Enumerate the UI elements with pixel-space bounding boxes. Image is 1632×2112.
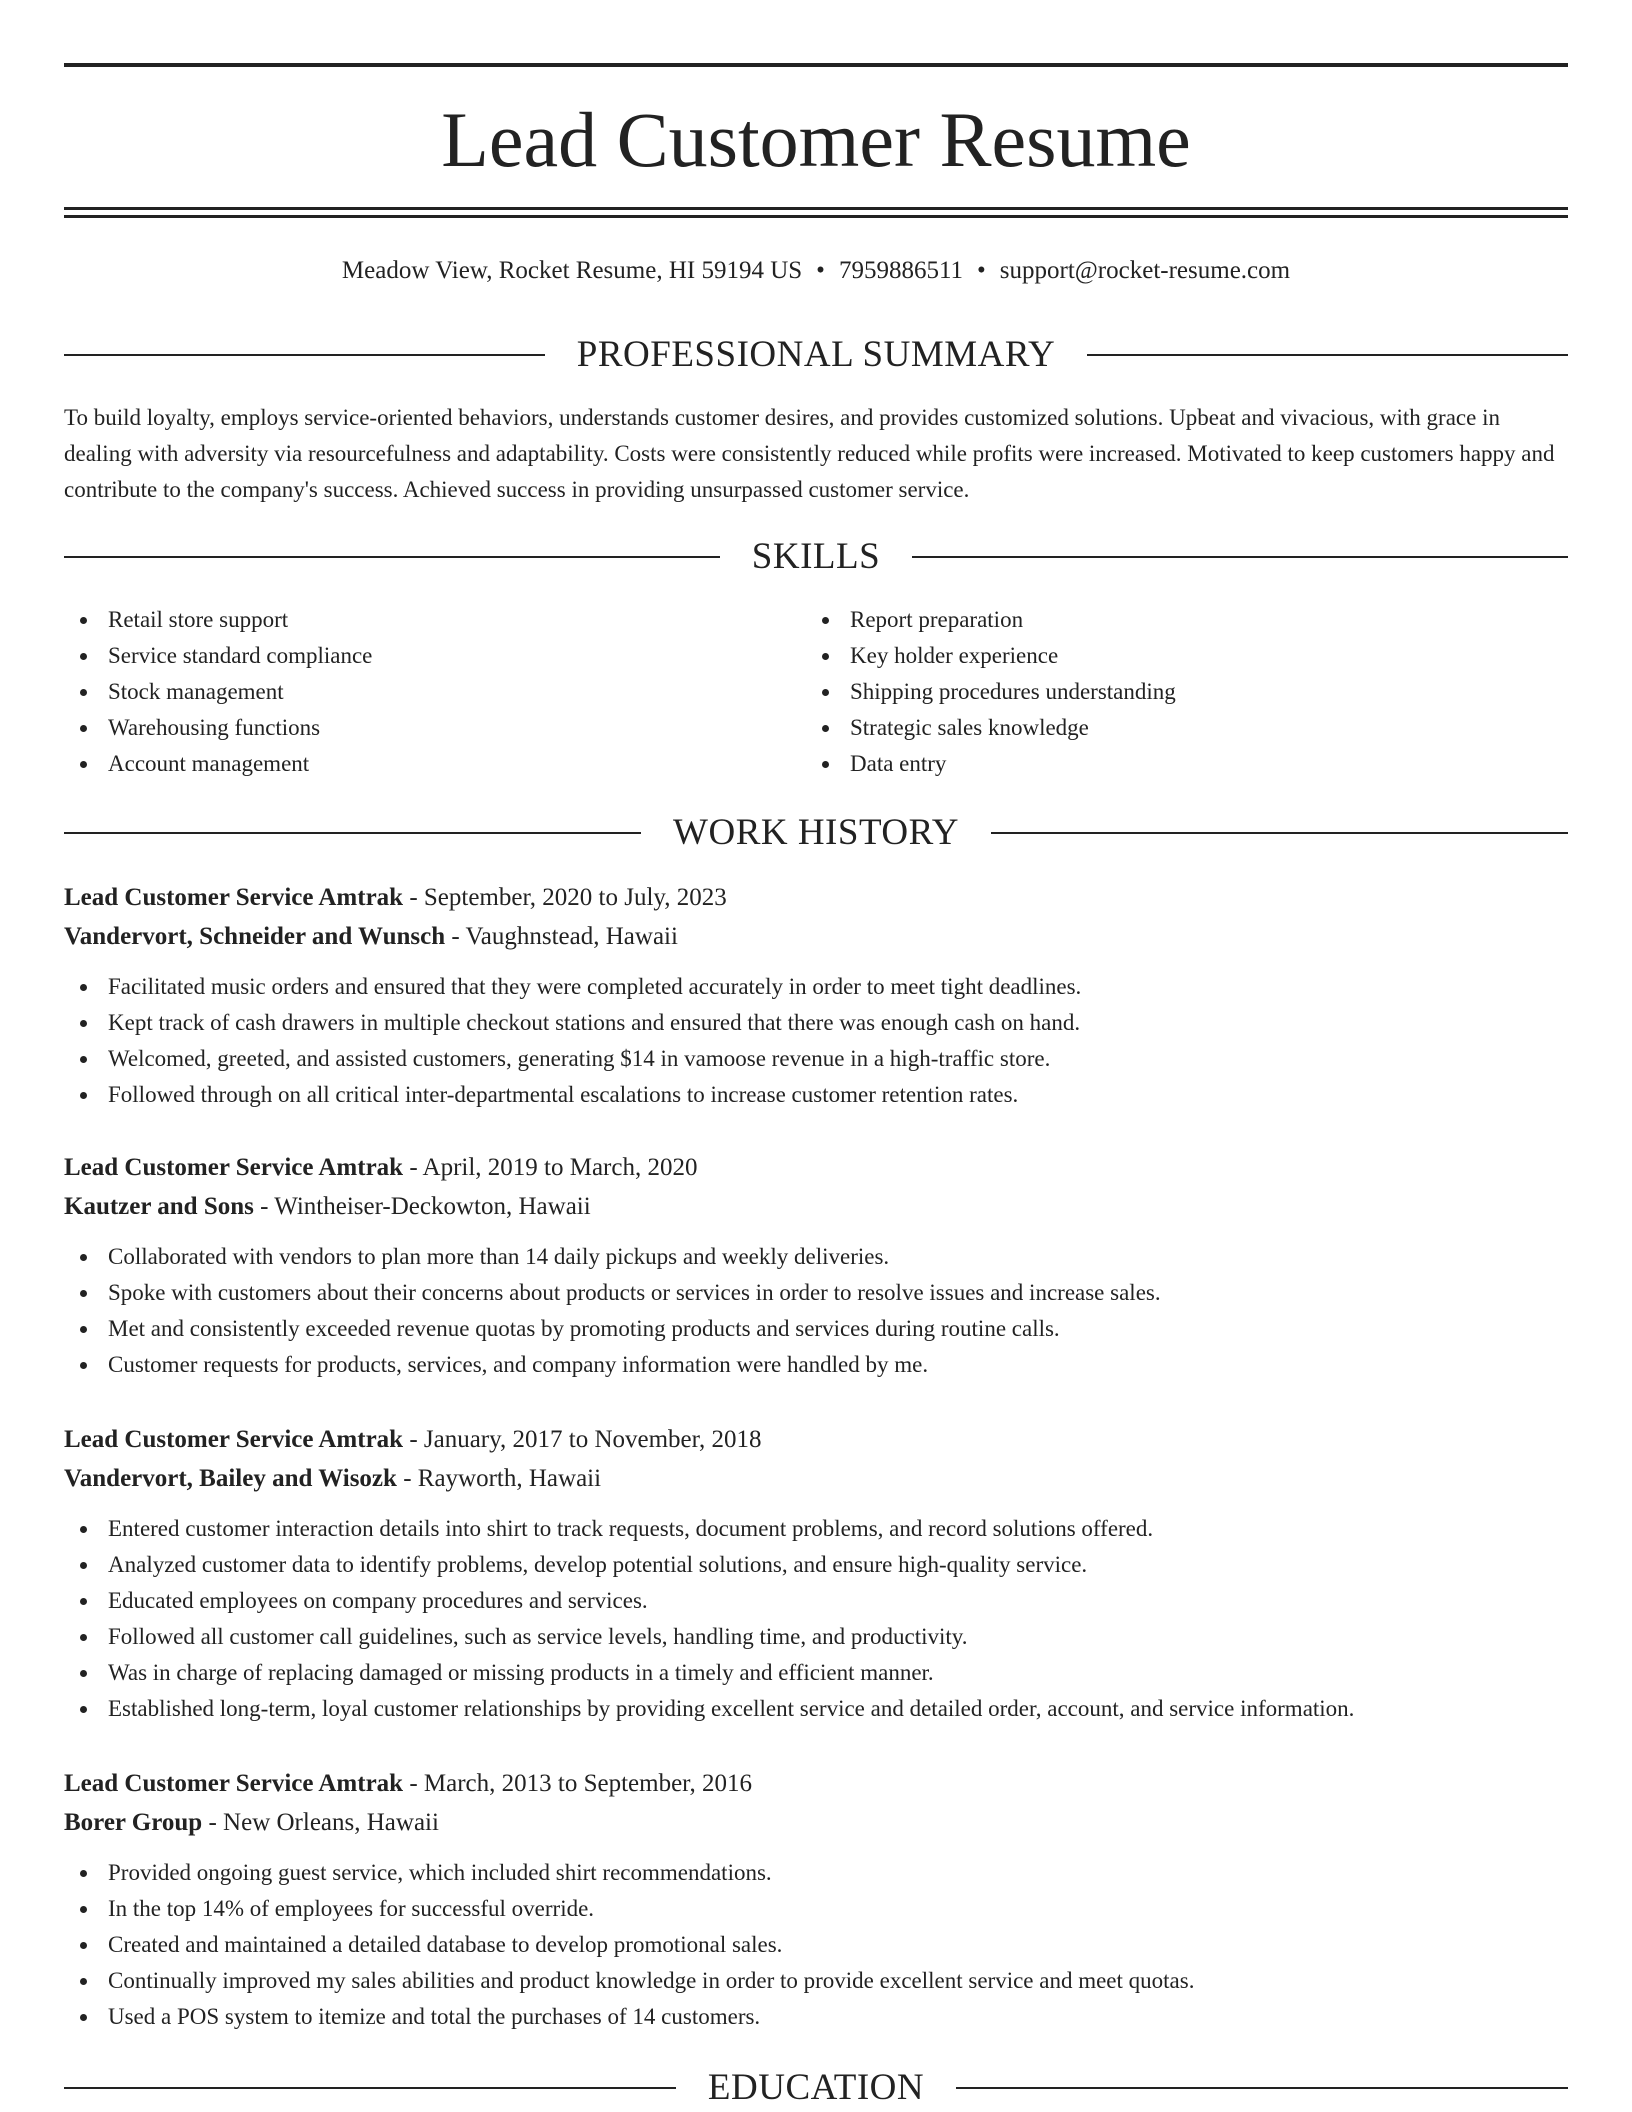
job-bullet: Spoke with customers about their concerns about products or services in order to resolve issues and increase sales. xyxy=(64,1275,1568,1311)
job-title-line xyxy=(64,1148,1568,1187)
job-bullets xyxy=(64,1239,1568,1383)
skills-heading xyxy=(64,535,1568,579)
heading-rule xyxy=(991,832,1568,834)
education-title: EDUCATION xyxy=(707,2067,925,2108)
job-dates: - March, 2013 to September, 2016 xyxy=(403,1770,752,1797)
skill-item: Warehousing functions xyxy=(64,710,764,746)
job-company-line xyxy=(64,917,1568,956)
resume-name: Lead Customer Resume xyxy=(441,96,1191,183)
job-location: - New Orleans, Hawaii xyxy=(202,1809,439,1836)
skills-list-right xyxy=(806,602,1506,782)
skill-item: Data entry xyxy=(806,746,1506,782)
work-heading xyxy=(64,811,1568,855)
job-bullet: Facilitated music orders and ensured that they were completed accurately in order to meet tight deadlines. xyxy=(64,969,1568,1005)
skill-item: Account management xyxy=(64,746,764,782)
education-heading xyxy=(64,2066,1568,2110)
job-bullet: Used a POS system to itemize and total the purchases of 14 customers. xyxy=(64,1999,1568,2035)
job-dates: - September, 2020 to July, 2023 xyxy=(403,884,727,911)
job-bullet: Followed through on all critical inter-departmental escalations to increase customer retention rates. xyxy=(64,1077,1568,1113)
skills-list-left xyxy=(64,602,764,782)
skill-item: Shipping procedures understanding xyxy=(806,674,1506,710)
contact-separator: • xyxy=(816,257,825,284)
skill-item: Key holder experience xyxy=(806,638,1506,674)
job-bullet: Kept track of cash drawers in multiple checkout stations and ensured that there was enough cash on hand. xyxy=(64,1005,1568,1041)
job-company-line xyxy=(64,1459,1568,1498)
job-bullet: Entered customer interaction details into shirt to track requests, document problems, and record solutions offered. xyxy=(64,1511,1568,1547)
job-bullet: Met and consistently exceeded revenue quotas by promoting products and services during routine calls. xyxy=(64,1311,1568,1347)
job-entry xyxy=(64,1764,1568,2035)
job-title: Lead Customer Service Amtrak xyxy=(64,1770,404,1797)
job-bullet: Followed all customer call guidelines, such as service levels, handling time, and productivity. xyxy=(64,1619,1568,1655)
job-bullet: Customer requests for products, services, and company information were handled by me. xyxy=(64,1347,1568,1383)
job-company: Vandervort, Schneider and Wunsch xyxy=(64,923,446,950)
job-entry xyxy=(64,1148,1568,1383)
job-company-line xyxy=(64,1187,1568,1226)
job-bullet: Continually improved my sales abilities and product knowledge in order to provide excellent service and meet quotas. xyxy=(64,1963,1568,1999)
job-bullets xyxy=(64,969,1568,1113)
job-entry xyxy=(64,1420,1568,1727)
job-bullets xyxy=(64,1855,1568,2035)
job-bullet: Educated employees on company procedures and services. xyxy=(64,1583,1568,1619)
job-title-line xyxy=(64,1420,1568,1459)
job-location: - Vaughnstead, Hawaii xyxy=(445,923,678,950)
contact-line xyxy=(64,254,1568,288)
job-company: Kautzer and Sons xyxy=(64,1193,254,1220)
job-location: - Wintheiser-Deckowton, Hawaii xyxy=(253,1193,591,1220)
job-company: Borer Group xyxy=(64,1809,203,1836)
summary-heading xyxy=(64,333,1568,377)
heading-rule xyxy=(64,556,720,558)
job-title-line xyxy=(64,1764,1568,1803)
job-bullet: Analyzed customer data to identify problems, develop potential solutions, and ensure high-quality service. xyxy=(64,1547,1568,1583)
job-bullet: In the top 14% of employees for successful override. xyxy=(64,1891,1568,1927)
heading-rule xyxy=(956,2087,1568,2089)
job-title: Lead Customer Service Amtrak xyxy=(64,1426,404,1453)
job-bullet: Created and maintained a detailed database to develop promotional sales. xyxy=(64,1927,1568,1963)
job-bullet: Welcomed, greeted, and assisted customers, generating $14 in vamoose revenue in a high-traffic store. xyxy=(64,1041,1568,1077)
skill-item: Report preparation xyxy=(806,602,1506,638)
heading-rule xyxy=(64,2087,676,2089)
job-title-line xyxy=(64,878,1568,917)
job-bullets xyxy=(64,1511,1568,1727)
job-dates: - January, 2017 to November, 2018 xyxy=(403,1426,762,1453)
job-company-line xyxy=(64,1803,1568,1842)
job-bullet: Established long-term, loyal customer relationships by providing excellent service and detailed order, account, and service information. xyxy=(64,1691,1568,1727)
summary-title: PROFESSIONAL SUMMARY xyxy=(576,334,1056,375)
contact-separator: • xyxy=(977,257,986,284)
heading-rule xyxy=(912,556,1568,558)
skill-item: Stock management xyxy=(64,674,764,710)
name-rule-upper xyxy=(64,207,1568,210)
job-bullet: Collaborated with vendors to plan more than 14 daily pickups and weekly deliveries. xyxy=(64,1239,1568,1275)
job-bullet: Was in charge of replacing damaged or missing products in a timely and efficient manner. xyxy=(64,1655,1568,1691)
job-company: Vandervort, Bailey and Wisozk xyxy=(64,1465,397,1492)
contact-phone: 7959886511 xyxy=(838,257,964,284)
job-dates: - April, 2019 to March, 2020 xyxy=(403,1154,698,1181)
heading-rule xyxy=(1087,354,1568,356)
summary-text: To build loyalty, employs service-oriented behaviors, understands customer desires, and provides customized solutions. Upbeat and vivacious, with grace in dealing with adversity via resourcefulness and adaptability. Costs were consistently reduced while profits were increased. Motivated to keep customers happy and contribute to the company's success. Achieved success in providing unsurpassed customer service. xyxy=(64,405,1555,502)
skill-item: Service standard compliance xyxy=(64,638,764,674)
job-title: Lead Customer Service Amtrak xyxy=(64,1154,404,1181)
heading-rule xyxy=(64,354,545,356)
skills-title: SKILLS xyxy=(751,536,881,577)
contact-email: support@rocket-resume.com xyxy=(999,257,1291,284)
heading-rule xyxy=(64,832,641,834)
job-entry xyxy=(64,878,1568,1113)
job-bullet: Provided ongoing guest service, which included shirt recommendations. xyxy=(64,1855,1568,1891)
job-location: - Rayworth, Hawaii xyxy=(396,1465,602,1492)
name-rule-lower xyxy=(64,215,1568,218)
work-title: WORK HISTORY xyxy=(673,812,959,853)
job-title: Lead Customer Service Amtrak xyxy=(64,884,404,911)
top-rule xyxy=(64,63,1568,67)
skill-item: Strategic sales knowledge xyxy=(806,710,1506,746)
contact-address: Meadow View, Rocket Resume, HI 59194 US xyxy=(341,257,803,284)
skill-item: Retail store support xyxy=(64,602,764,638)
